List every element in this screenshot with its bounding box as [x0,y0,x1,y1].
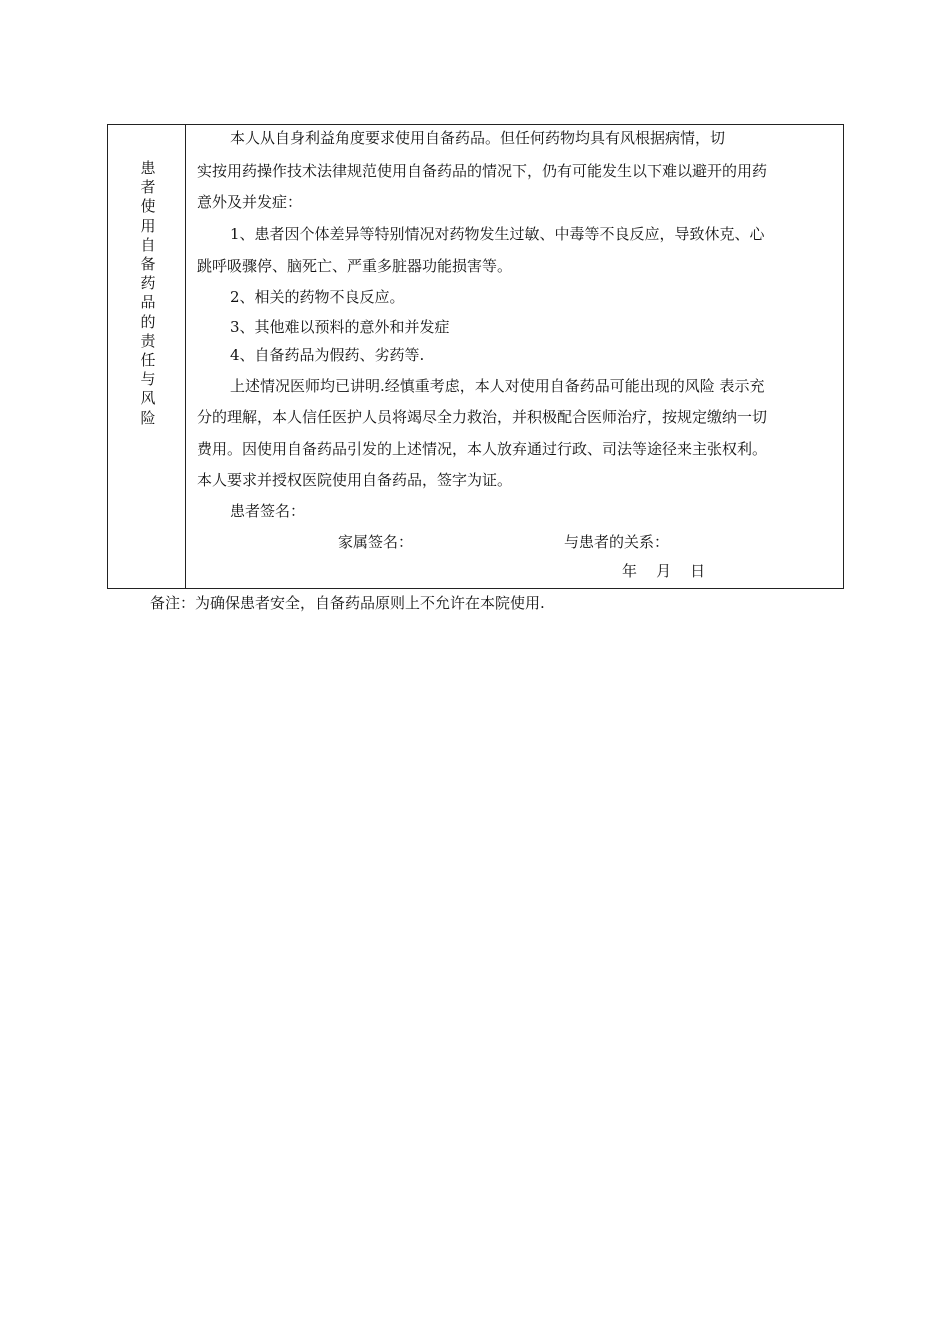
date-label [622,561,705,581]
paragraph-line: 3、其他难以预料的意外和并发症 [230,318,450,336]
family-signature-label: 家属签名： [338,533,414,551]
paragraph-line: 1、患者因个体差异等特别情况对药物发生过敏、中毒等不良反应，导致休克、心 [230,225,765,243]
consent-table [107,124,844,589]
date-text: 年 月 日 [622,562,706,580]
patient-signature-label: 患者签名： [230,502,306,520]
footer-note: 备注：为确保患者安全，自备药品原则上不允许在本院使用. [150,594,545,612]
side-label-cell [108,125,186,588]
paragraph-line: 4、自备药品为假药、劣药等. [230,346,425,364]
paragraph-line: 意外及并发症： [197,193,303,211]
paragraph-line: 本人要求并授权医院使用自备药品，签字为证。 [197,471,513,489]
paragraph-line: 实按用药操作技术法律规范使用自备药品的情况下，仍有可能发生以下难以避开的用药 [197,162,768,180]
paragraph-line: 2、相关的药物不良反应。 [230,288,405,306]
content-cell [186,125,843,588]
paragraph-line: 本人从自身利益角度要求使用自备药品。但任何药物均具有风根据病情，切 [230,129,726,147]
paragraph-line: 跳呼吸骤停、脑死亡、严重多脏器功能损害等。 [197,257,513,275]
relationship-label: 与患者的关系： [564,533,670,551]
paragraph-line: 分的理解，本人信任医护人员将竭尽全力救治，并积极配合医师治疗，按规定缴纳一切 [197,408,768,426]
side-label: 患者使用自备药品的责任与风险 [140,159,156,427]
paragraph-line: 费用。因使用自备药品引发的上述情况，本人放弃通过行政、司法等途径来主张权利。 [197,440,768,458]
paragraph-line: 上述情况医师均已讲明.经慎重考虑，本人对使用自备药品可能出现的风险 表示充 [230,377,765,395]
